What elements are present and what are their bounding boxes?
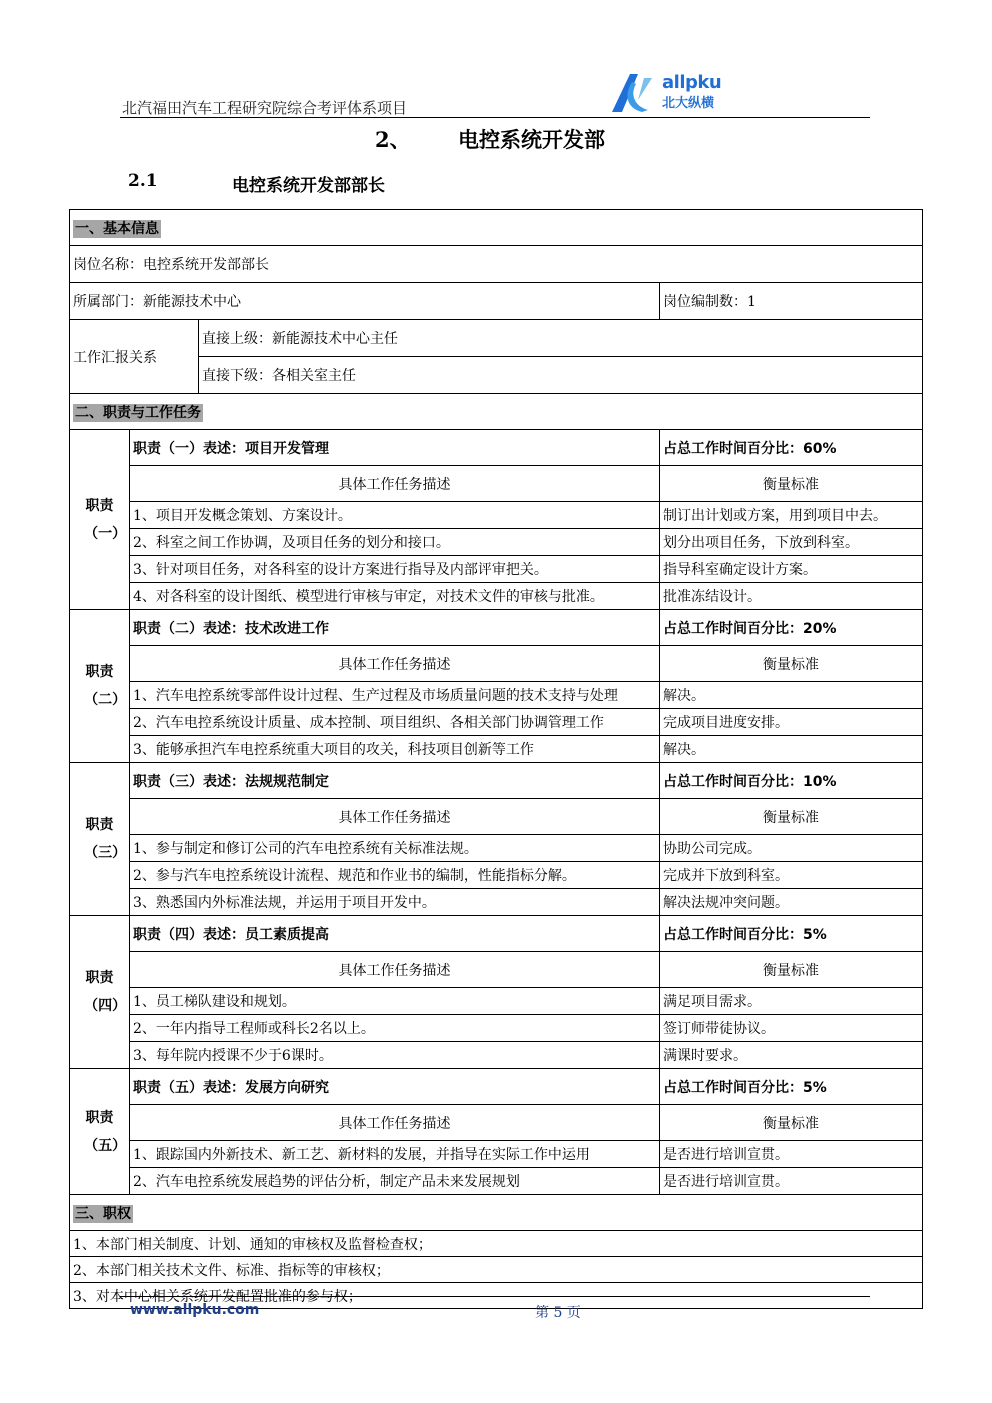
task-standard: 指导科室确定设计方案。 — [660, 556, 923, 583]
task-standard: 批准冻结设计。 — [660, 583, 923, 610]
standard-header: 衡量标准 — [660, 646, 923, 682]
duty-side-label — [70, 610, 130, 763]
standard-header: 衡量标准 — [660, 799, 923, 835]
task-standard: 满足项目需求。 — [660, 988, 923, 1015]
task-standard: 是否进行培训宣贯。 — [660, 1141, 923, 1168]
task-description: 3、能够承担汽车电控系统重大项目的攻关，科技项目创新等工作 — [130, 736, 660, 763]
position-name: 岗位名称：电控系统开发部部长 — [70, 246, 923, 283]
duty-title: 职责（二）表述：技术改进工作 — [130, 610, 660, 646]
duty-time-percent: 占总工作时间百分比：5% — [660, 1069, 923, 1105]
allpku-logo-icon — [608, 70, 660, 114]
task-standard: 解决。 — [660, 736, 923, 763]
duty-side-text: 职责（三） — [84, 817, 127, 861]
task-description: 1、汽车电控系统零部件设计过程、生产过程及市场质量问题的技术支持与处理 — [130, 682, 660, 709]
duty-side-text: 职责（五） — [84, 1109, 127, 1154]
duty-side-text: 职责（二） — [84, 664, 127, 708]
task-standard: 是否进行培训宣贯。 — [660, 1168, 923, 1195]
duty-side-label — [70, 1069, 130, 1195]
task-description: 1、项目开发概念策划、方案设计。 — [130, 502, 660, 529]
task-standard: 划分出项目任务，下放到科室。 — [660, 529, 923, 556]
duty-title: 职责（五）表述：发展方向研究 — [130, 1069, 660, 1105]
page-number: 第 5 页 — [535, 1305, 581, 1321]
heading1-number: 2、 — [375, 127, 411, 152]
authority-item: 1、本部门相关制度、计划、通知的审核权及监督检查权； — [70, 1231, 923, 1257]
job-description-table — [69, 209, 923, 1309]
standard-header: 衡量标准 — [660, 952, 923, 988]
duty-side-text: 职责（四） — [84, 970, 127, 1014]
logo-cn: 北大纵横 — [662, 96, 715, 111]
task-header: 具体工作任务描述 — [130, 1105, 660, 1141]
task-standard: 完成并下放到科室。 — [660, 862, 923, 889]
task-description: 4、对各科室的设计图纸、模型进行审核与审定，对技术文件的审核与批准。 — [130, 583, 660, 610]
logo-brand: allpku — [662, 72, 722, 93]
task-description: 2、汽车电控系统发展趋势的评估分析，制定产品未来发展规划 — [130, 1168, 660, 1195]
standard-header: 衡量标准 — [660, 466, 923, 502]
duty-time-percent: 占总工作时间百分比：10% — [660, 763, 923, 799]
section-basic-info: 一、基本信息 — [70, 210, 923, 246]
task-header: 具体工作任务描述 — [130, 466, 660, 502]
task-description: 3、熟悉国内外标准法规，并运用于项目开发中。 — [130, 889, 660, 916]
task-description: 2、汽车电控系统设计质量、成本控制、项目组织、各相关部门协调管理工作 — [130, 709, 660, 736]
headcount: 岗位编制数：1 — [660, 283, 923, 320]
header-title: 北汽福田汽车工程研究院综合考评体系项目 — [122, 99, 408, 117]
task-standard: 解决。 — [660, 682, 923, 709]
task-description: 2、科室之间工作协调，及项目任务的划分和接口。 — [130, 529, 660, 556]
task-header: 具体工作任务描述 — [130, 952, 660, 988]
logo — [608, 70, 728, 116]
task-description: 2、一年内指导工程师或科长2名以上。 — [130, 1015, 660, 1042]
duty-time-percent: 占总工作时间百分比：60% — [660, 430, 923, 466]
task-standard: 解决法规冲突问题。 — [660, 889, 923, 916]
heading1-title: 电控系统开发部 — [458, 127, 605, 152]
duty-side-label — [70, 763, 130, 916]
header-rule — [120, 117, 870, 118]
footer-rule — [120, 1296, 870, 1297]
task-description: 1、员工梯队建设和规划。 — [130, 988, 660, 1015]
section-authority-label: 三、职权 — [75, 1205, 131, 1222]
footer-url[interactable]: www.allpku.com — [130, 1302, 260, 1318]
task-header: 具体工作任务描述 — [130, 646, 660, 682]
duty-title: 职责（四）表述：员工素质提高 — [130, 916, 660, 952]
task-standard: 完成项目进度安排。 — [660, 709, 923, 736]
task-description: 3、每年院内授课不少于6课时。 — [130, 1042, 660, 1069]
heading2-number: 2.1 — [128, 171, 158, 191]
section-authority — [70, 1195, 923, 1231]
duty-time-percent: 占总工作时间百分比：20% — [660, 610, 923, 646]
department: 所属部门：新能源技术中心 — [70, 283, 660, 320]
task-standard: 满课时要求。 — [660, 1042, 923, 1069]
report-relation-label: 工作汇报关系 — [70, 320, 199, 394]
duty-side-label — [70, 430, 130, 610]
task-standard: 制订出计划或方案，用到项目中去。 — [660, 502, 923, 529]
task-description: 1、跟踪国内外新技术、新工艺、新材料的发展，并指导在实际工作中运用 — [130, 1141, 660, 1168]
task-standard: 签订师带徒协议。 — [660, 1015, 923, 1042]
standard-header: 衡量标准 — [660, 1105, 923, 1141]
task-description: 1、参与制定和修订公司的汽车电控系统有关标准法规。 — [130, 835, 660, 862]
duty-time-percent: 占总工作时间百分比：5% — [660, 916, 923, 952]
task-standard: 协助公司完成。 — [660, 835, 923, 862]
authority-item: 2、本部门相关技术文件、标准、指标等的审核权； — [70, 1257, 923, 1283]
task-description: 3、针对项目任务，对各科室的设计方案进行指导及内部评审把关。 — [130, 556, 660, 583]
direct-superior: 直接上级：新能源技术中心主任 — [199, 320, 923, 357]
duty-side-label — [70, 916, 130, 1069]
authority-item: 3、对本中心相关系统开发配置批准的参与权； — [70, 1283, 923, 1309]
duty-side-text: 职责（一） — [84, 497, 127, 542]
duty-title: 职责（三）表述：法规规范制定 — [130, 763, 660, 799]
section-duties: 二、职责与工作任务 — [70, 394, 923, 430]
duty-title: 职责（一）表述：项目开发管理 — [130, 430, 660, 466]
task-header: 具体工作任务描述 — [130, 799, 660, 835]
heading2-title: 电控系统开发部部长 — [232, 176, 385, 196]
task-description: 2、参与汽车电控系统设计流程、规范和作业书的编制，性能指标分解。 — [130, 862, 660, 889]
direct-subordinate: 直接下级：各相关室主任 — [199, 357, 923, 394]
